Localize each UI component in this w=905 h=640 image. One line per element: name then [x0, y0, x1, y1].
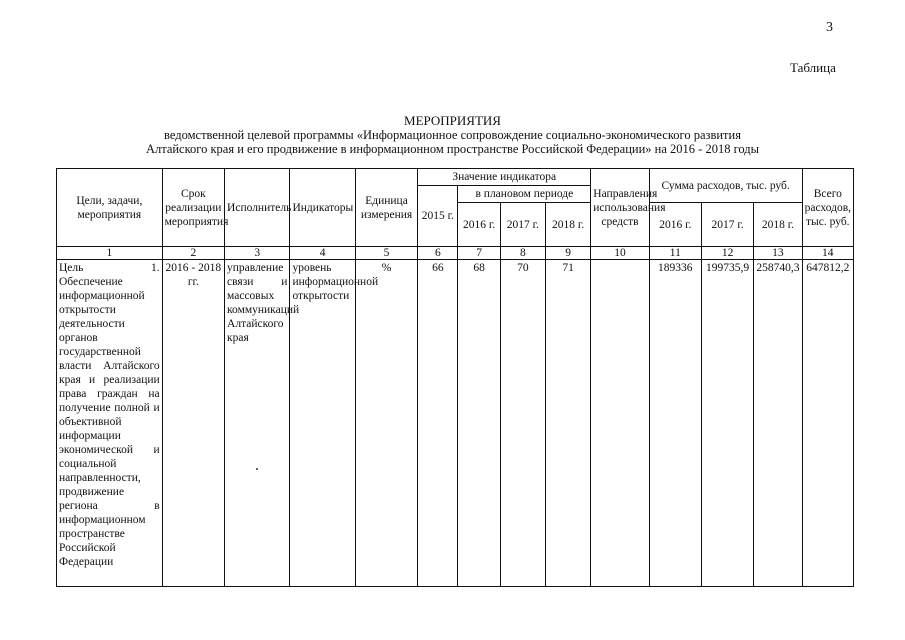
table-label: Таблица	[790, 60, 836, 75]
title-line-1: ведомственной целевой программы «Информационное сопровождение социально-экономического развития	[164, 128, 741, 142]
title-main: МЕРОПРИЯТИЯ	[404, 113, 501, 128]
expense-2018-cell: 258740,3	[754, 260, 802, 587]
column-number: 1	[57, 247, 163, 260]
page-number: 3	[826, 20, 833, 35]
column-number: 3	[225, 247, 290, 260]
expense-2017-cell: 199735,9	[701, 260, 753, 587]
column-number: 9	[546, 247, 591, 260]
column-number: 11	[649, 247, 701, 260]
header-total: Всего расходов, тыс. руб.	[802, 169, 853, 247]
header-unit: Единица измерения	[355, 169, 417, 247]
executor-cell: управление связи и массовых коммуникаций Алтайского края	[225, 260, 290, 587]
header-year-2018: 2018 г.	[546, 203, 591, 247]
header-expenses: Сумма расходов, тыс. руб.	[649, 169, 802, 203]
header-year-2016: 2016 г.	[458, 203, 500, 247]
column-number: 2	[162, 247, 224, 260]
value-2018-cell: 71	[546, 260, 591, 587]
document-title	[60, 114, 845, 156]
header-expense-2018: 2018 г.	[754, 203, 802, 247]
header-goals: Цели, задачи, мероприятия	[57, 169, 163, 247]
header-expense-2017: 2017 г.	[701, 203, 753, 247]
header-expense-2016: 2016 г.	[649, 203, 701, 247]
total-cell: 647812,2	[802, 260, 853, 587]
column-number: 14	[802, 247, 853, 260]
indicator-cell: уровень информационной открытости	[290, 260, 355, 587]
goal-cell: Цель 1. Обеспечение информационной открытости деятельности органов государственной власти Алтайского края и реализации права граждан на получение полной и объективной информации экономической и социальной направленности, продвижение региона в информационном пространстве Российской Федерации	[57, 260, 163, 587]
column-number: 12	[701, 247, 753, 260]
column-number: 13	[754, 247, 802, 260]
header-indicators: Индикаторы	[290, 169, 355, 247]
header-year-2017: 2017 г.	[500, 203, 545, 247]
unit-cell: %	[355, 260, 417, 587]
scan-speck	[256, 468, 258, 470]
column-number: 10	[591, 247, 649, 260]
value-2017-cell: 70	[500, 260, 545, 587]
value-2016-cell: 68	[458, 260, 500, 587]
header-term: Срок реализации мероприятия	[162, 169, 224, 247]
column-number: 4	[290, 247, 355, 260]
column-number-row	[57, 247, 854, 260]
column-number: 7	[458, 247, 500, 260]
header-funds-direction: Направления использования средств	[591, 169, 649, 247]
expense-2016-cell: 189336	[649, 260, 701, 587]
column-number: 5	[355, 247, 417, 260]
table-row	[57, 260, 854, 587]
measures-table	[56, 168, 854, 587]
header-planning-period: в плановом периоде	[458, 186, 591, 203]
value-2015-cell: 66	[418, 260, 458, 587]
term-cell: 2016 - 2018 гг.	[162, 260, 224, 587]
funds-direction-cell	[591, 260, 649, 587]
column-number: 8	[500, 247, 545, 260]
column-number: 6	[418, 247, 458, 260]
header-indicator-value: Значение индикатора	[418, 169, 591, 186]
header-executor: Исполнитель	[225, 169, 290, 247]
title-line-2: Алтайского края и его продвижение в информационном пространстве Российской Федерации» на 2016 - 2018 годы	[145, 142, 760, 156]
header-year-2015: 2015 г.	[418, 186, 458, 247]
